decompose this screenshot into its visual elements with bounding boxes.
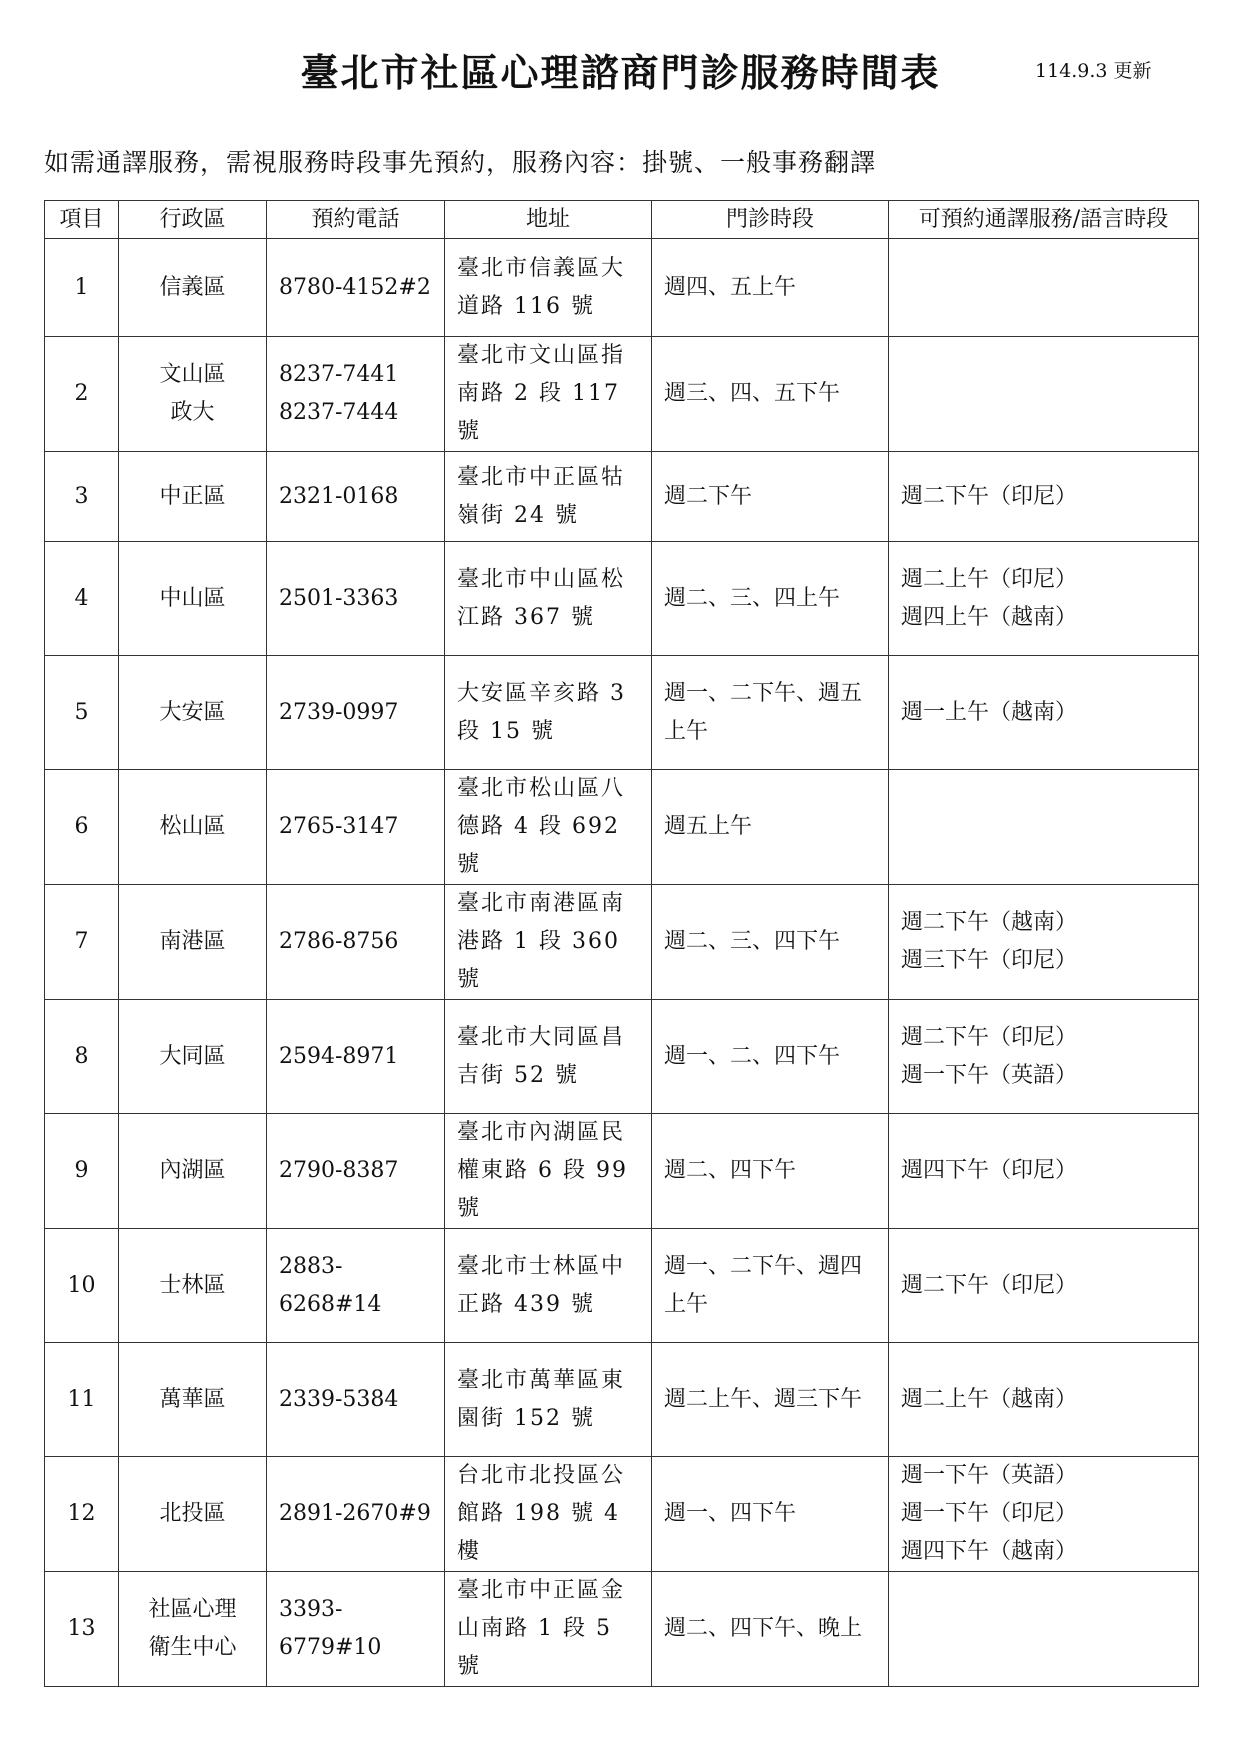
table-row [45, 1457, 1199, 1572]
district-cell [119, 337, 267, 452]
address-cell [445, 452, 652, 542]
address-cell-line: 吉街 52 號 [457, 1062, 579, 1088]
item-number: 1 [45, 239, 119, 337]
table-row [45, 452, 1199, 542]
interpretation-cell [889, 1457, 1199, 1572]
address-cell [445, 1343, 652, 1457]
address-cell-line: 臺北市松山區八 [457, 776, 626, 801]
address-cell-line: 道路 116 號 [457, 293, 595, 319]
interpretation-cell [889, 1229, 1199, 1343]
interpretation-cell [889, 239, 1199, 337]
table-row [45, 1000, 1199, 1114]
table-row [45, 1343, 1199, 1457]
address-cell [445, 239, 652, 337]
clinic-hours-cell-line: 週一、二下午、週四 [664, 1253, 863, 1279]
clinic-hours-cell [652, 452, 889, 542]
phone-cell-line: 2765-3147 [279, 814, 399, 839]
interpretation-cell-line: 週一上午（越南） [901, 699, 1078, 725]
district-cell-line: 中山區 [159, 585, 226, 611]
clinic-hours-cell [652, 1457, 889, 1572]
clinic-hours-cell [652, 1572, 889, 1687]
address-cell-line: 臺北市大同區昌 [457, 1024, 626, 1050]
district-cell [119, 542, 267, 656]
clinic-hours-cell [652, 885, 889, 1000]
address-cell-line: 臺北市文山區指 [457, 343, 626, 368]
item-number: 5 [45, 656, 119, 770]
interpretation-cell-line: 週一下午（英語） [901, 1062, 1078, 1088]
address-cell-line: 臺北市士林區中 [457, 1253, 626, 1279]
clinic-schedule-table [44, 200, 1199, 1687]
clinic-hours-cell-line: 週五上午 [664, 814, 753, 839]
phone-cell-line: 2501-3363 [279, 585, 399, 611]
district-cell [119, 885, 267, 1000]
district-cell [119, 770, 267, 885]
clinic-hours-cell-line: 週一、二下午、週五 [664, 680, 863, 706]
interpretation-cell-line: 週一下午（印尼） [901, 1501, 1078, 1526]
clinic-hours-cell-line: 上午 [664, 1291, 709, 1317]
clinic-hours-cell-line: 週三、四、五下午 [664, 381, 841, 406]
district-cell-line: 政大 [170, 400, 215, 425]
interpretation-cell [889, 542, 1199, 656]
district-cell-line: 內湖區 [159, 1158, 226, 1183]
address-cell-line: 臺北市南港區南 [457, 891, 626, 916]
district-cell [119, 1114, 267, 1229]
phone-cell-line: 3393-6779#10 [279, 1597, 382, 1660]
clinic-hours-cell-line: 週二、四下午、晚上 [664, 1616, 863, 1641]
phone-cell-line: 2883-6268#14 [279, 1253, 382, 1317]
phone-cell-line: 2891-2670#9 [279, 1501, 431, 1526]
interpretation-cell-line: 週三下午（印尼） [901, 948, 1078, 973]
phone-cell [267, 239, 445, 337]
interpretation-note: 如需通譯服務，需視服務時段事先預約，服務內容：掛號、一般事務翻譯 [44, 148, 877, 177]
interpretation-cell-line: 週四下午（越南） [901, 1539, 1078, 1564]
item-number: 9 [45, 1114, 119, 1229]
phone-cell [267, 656, 445, 770]
phone-cell [267, 452, 445, 542]
item-number: 4 [45, 542, 119, 656]
address-cell [445, 542, 652, 656]
phone-cell [267, 885, 445, 1000]
district-cell [119, 1457, 267, 1572]
interpretation-cell-line: 週二下午（印尼） [901, 483, 1078, 509]
clinic-hours-cell-line: 週二、三、四上午 [664, 585, 841, 611]
header-interpretation: 可預約通譯服務/語言時段 [889, 201, 1199, 239]
district-cell [119, 1343, 267, 1457]
phone-cell-line: 2594-8971 [279, 1043, 399, 1069]
address-cell-line: 山南路 1 段 5 號 [457, 1616, 612, 1679]
table-body [45, 239, 1199, 1687]
header-item: 項目 [45, 201, 119, 239]
interpretation-cell [889, 337, 1199, 452]
item-number: 11 [45, 1343, 119, 1457]
address-cell [445, 1229, 652, 1343]
interpretation-cell [889, 770, 1199, 885]
item-number: 13 [45, 1572, 119, 1687]
table-row [45, 656, 1199, 770]
clinic-hours-cell-line: 週二、四下午 [664, 1158, 797, 1183]
phone-cell-line: 8237-7441 [279, 362, 399, 387]
clinic-hours-cell [652, 770, 889, 885]
district-cell-line: 中正區 [159, 483, 226, 509]
clinic-hours-cell [652, 337, 889, 452]
address-cell-line: 臺北市萬華區東 [457, 1367, 626, 1393]
clinic-hours-cell [652, 656, 889, 770]
clinic-hours-cell-line: 上午 [664, 718, 709, 744]
address-cell-line: 臺北市信義區大 [457, 255, 626, 281]
table-row [45, 542, 1199, 656]
phone-cell-line: 8780-4152#2 [279, 274, 431, 300]
address-cell-line: 正路 439 號 [457, 1291, 595, 1317]
clinic-hours-cell-line: 週二、三、四下午 [664, 929, 841, 954]
district-cell-line: 社區心理 [148, 1597, 237, 1622]
table-row [45, 1114, 1199, 1229]
address-cell [445, 656, 652, 770]
clinic-hours-cell [652, 1229, 889, 1343]
phone-cell-line: 2790-8387 [279, 1158, 399, 1183]
address-cell-line: 臺北市中山區松 [457, 566, 626, 592]
interpretation-cell [889, 452, 1199, 542]
district-cell [119, 1000, 267, 1114]
item-number: 6 [45, 770, 119, 885]
district-cell-line: 大同區 [159, 1043, 226, 1069]
district-cell [119, 1572, 267, 1687]
address-cell-line: 園街 152 號 [457, 1405, 595, 1431]
header-phone: 預約電話 [267, 201, 445, 239]
interpretation-cell-line: 週四上午（越南） [901, 604, 1078, 630]
interpretation-cell-line: 週一下午（英語） [901, 1463, 1078, 1488]
interpretation-cell-line: 週二下午（越南） [901, 910, 1078, 935]
district-cell [119, 1229, 267, 1343]
district-cell [119, 239, 267, 337]
phone-cell [267, 1343, 445, 1457]
address-cell-line: 臺北市內湖區民 [457, 1120, 626, 1145]
interpretation-cell-line: 週二上午（印尼） [901, 566, 1078, 592]
table-row [45, 1572, 1199, 1687]
header-address: 地址 [445, 201, 652, 239]
interpretation-cell-line: 週四下午（印尼） [901, 1158, 1078, 1183]
address-cell-line: 段 15 號 [457, 718, 555, 744]
clinic-hours-cell-line: 週二下午 [664, 483, 753, 509]
item-number: 3 [45, 452, 119, 542]
phone-cell-line: 2339-5384 [279, 1386, 399, 1412]
district-cell-line: 北投區 [159, 1501, 226, 1526]
clinic-hours-cell-line: 週四、五上午 [664, 274, 797, 300]
clinic-hours-cell [652, 239, 889, 337]
district-cell-line: 信義區 [159, 274, 226, 300]
clinic-hours-cell [652, 1343, 889, 1457]
clinic-hours-cell [652, 1114, 889, 1229]
address-cell [445, 1572, 652, 1687]
interpretation-cell [889, 1114, 1199, 1229]
interpretation-cell-line: 週二下午（印尼） [901, 1272, 1078, 1298]
interpretation-cell-line: 週二上午（越南） [901, 1386, 1078, 1412]
district-cell [119, 452, 267, 542]
address-cell-line: 德路 4 段 692 號 [457, 814, 620, 877]
phone-cell [267, 337, 445, 452]
table-row [45, 770, 1199, 885]
item-number: 2 [45, 337, 119, 452]
district-cell-line: 文山區 [159, 362, 226, 387]
address-cell-line: 權東路 6 段 99 號 [457, 1158, 628, 1221]
interpretation-cell [889, 885, 1199, 1000]
clinic-hours-cell-line: 週一、四下午 [664, 1501, 797, 1526]
address-cell-line: 臺北市中正區金 [457, 1578, 626, 1603]
phone-cell [267, 1457, 445, 1572]
update-date: 114.9.3 更新 [1035, 60, 1152, 82]
district-cell-line: 士林區 [159, 1272, 226, 1298]
address-cell-line: 台北市北投區公 [457, 1463, 626, 1488]
clinic-hours-cell [652, 542, 889, 656]
clinic-hours-cell [652, 1000, 889, 1114]
address-cell [445, 337, 652, 452]
header-district: 行政區 [119, 201, 267, 239]
district-cell [119, 656, 267, 770]
phone-cell-line: 2786-8756 [279, 929, 399, 954]
item-number: 10 [45, 1229, 119, 1343]
district-cell-line: 南港區 [159, 929, 226, 954]
table-row [45, 1229, 1199, 1343]
address-cell [445, 1457, 652, 1572]
table-row [45, 337, 1199, 452]
item-number: 7 [45, 885, 119, 1000]
district-cell-line: 衛生中心 [148, 1635, 237, 1660]
phone-cell-line: 2739-0997 [279, 699, 399, 725]
phone-cell [267, 770, 445, 885]
table-row [45, 239, 1199, 337]
address-cell [445, 770, 652, 885]
address-cell [445, 1000, 652, 1114]
interpretation-cell [889, 656, 1199, 770]
table-row [45, 885, 1199, 1000]
phone-cell [267, 1229, 445, 1343]
address-cell-line: 大安區辛亥路 3 [457, 680, 626, 706]
phone-cell [267, 1572, 445, 1687]
interpretation-cell [889, 1343, 1199, 1457]
address-cell [445, 1114, 652, 1229]
address-cell [445, 885, 652, 1000]
address-cell-line: 江路 367 號 [457, 604, 595, 630]
header-hours: 門診時段 [652, 201, 889, 239]
clinic-hours-cell-line: 週一、二、四下午 [664, 1043, 841, 1069]
address-cell-line: 港路 1 段 360 號 [457, 929, 620, 992]
phone-cell-line: 8237-7444 [279, 400, 399, 425]
interpretation-cell [889, 1000, 1199, 1114]
item-number: 8 [45, 1000, 119, 1114]
phone-cell [267, 542, 445, 656]
clinic-hours-cell-line: 週二上午、週三下午 [664, 1386, 863, 1412]
phone-cell [267, 1114, 445, 1229]
table-header-row [45, 201, 1199, 239]
address-cell-line: 嶺街 24 號 [457, 502, 579, 528]
interpretation-cell-line: 週二下午（印尼） [901, 1024, 1078, 1050]
address-cell-line: 南路 2 段 117 號 [457, 381, 620, 444]
phone-cell [267, 1000, 445, 1114]
interpretation-cell [889, 1572, 1199, 1687]
phone-cell-line: 2321-0168 [279, 483, 399, 509]
district-cell-line: 松山區 [159, 814, 226, 839]
district-cell-line: 萬華區 [159, 1386, 226, 1412]
address-cell-line: 館路 198 號 4 樓 [457, 1501, 620, 1564]
page-title: 臺北市社區心理諮商門診服務時間表 [300, 50, 941, 95]
address-cell-line: 臺北市中正區牯 [457, 464, 626, 490]
district-cell-line: 大安區 [159, 699, 226, 725]
item-number: 12 [45, 1457, 119, 1572]
